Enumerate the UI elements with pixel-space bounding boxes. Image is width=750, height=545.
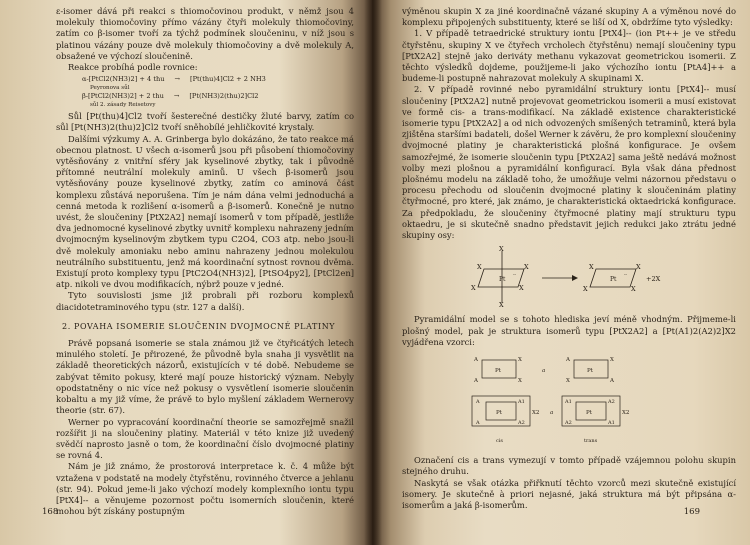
right-page	[372, 0, 750, 545]
x2-label: X2	[532, 410, 540, 417]
right-page-text	[402, 6, 736, 511]
result-label: +2X	[646, 275, 661, 284]
equation-right: [Pt(NH3)2(thu)2]Cl2	[189, 92, 259, 101]
x-label: X	[583, 285, 588, 294]
paragraph: 1. V případě tetraedrické struktury iontu [PtX4]-- (ion Pt++ je ve středu čtyřstěnu, skupiny X ve čtyřech vrcholech čtyřstěnu) nemají sloučeniny typu [PtX2A2] stejně jako deriváty methanu vykazovat geometrickou isomerii. Z těchto výsledků dojdeme, použijeme-li jako výchozího iontu [PtA4]++ a budeme-li postupně nahrazovat molekuly A skupinami X.	[402, 28, 736, 84]
x-label: X	[589, 263, 594, 272]
pt-label: Pt	[495, 368, 501, 375]
a1-label: A1	[565, 399, 572, 406]
paragraph: Nám je již známo, že prostorová interpretace k. č. 4 může být vztažena v podstatě na modely čtyřstěnu, rovinného čtverce a jehlanu (str. 94). Pokud jeme-li jako výchozí modely komplexního iontu typu [PtX4]-- a věnujeme pozornost počtu isomerních sloučenin, které mohou být získány postupným	[56, 461, 354, 517]
x2-label: X2	[622, 410, 630, 417]
a-label: A	[566, 357, 570, 364]
x-label: X	[636, 263, 641, 272]
x-label: X	[518, 378, 522, 385]
cis-label: cis	[496, 438, 503, 445]
paragraph: Právě popsaná isomerie se stala známou již ve čtyřicátých letech minulého století. Je přirozené, že původně byla snaha ji vysvětlit na základě theoretických názorů, existujících v té době. Nebudeme se zabývat těmito pokusy, které mají pouze historický význam. Nebyly opodstatněny o nic více než pokusy o vysvětlení isomerie sloučenin kobaltu a my již víme, že právě to bylo myšlení základem Wernerovy theorie (str. 67).	[56, 338, 354, 416]
a-label: A	[476, 399, 480, 406]
separator-a: a	[550, 410, 554, 417]
page-number: 168	[42, 507, 59, 517]
a1-label: A1	[518, 399, 525, 406]
x-label: X	[610, 357, 614, 364]
equation-arrow: →	[173, 92, 180, 101]
book-gutter	[364, 0, 382, 545]
isomer-formulas	[402, 352, 736, 451]
paragraph: ε-isomer dává při reakci s thiomočovinou produkt, v němž jsou 4 molekuly thiomočoviny přímo vázány čtyři molekuly thiomočoviny, zatím co β-isomer tvoří za týchž podmínek sloučeninu, v níž jsou s platinou vázány pouze dvě molekuly thiomočoviny a dvě molekuly A, obsažené ve výchozí sloučenině.	[56, 6, 354, 61]
paragraph: Dalšími výzkumy A. A. Grinberga bylo dokázáno, že tato reakce má obecnou platnost. U všech α-isomerů jsou při působení thiomočoviny vytěsňovány z vnitřní sféry jak kyselinové zbytky, tak i původně přítomné neutrální molekuly aminů. U všech β-isomerů jsou vytěsňovány pouze kyselinové zbytky, zatím co aminová část komplexu zůstává neporušena. Tím je nám dána velmi jednoduchá a cenná metoda k rozlišení α-isomerů a β-isomerů. Konečně je nutno uvést, že sloučeniny [PtX2A2] nemají isomerů v tom případě, jestliže dva jednomocné kyselinové zbytky uvnitř komplexu nahrazeny jedním dvojmocným kyselinovým zbytkem typu C2O4, CO3 atp. nebo jsou-li dvě molekuly amoniaku nebo aminu nahrazeny jednou molekulou neutrálního substituentu, jenž má koordinační sytnost rovnou dvěma. Existují proto komplexy typu [PtC2O4(NH3)2], [PtSO4py2], [PtCl2en] atp. nikoli ve dvou modifikacích, nýbrž pouze v jedné.	[56, 133, 354, 290]
a2-label: A2	[518, 420, 525, 427]
page-number: 169	[683, 507, 700, 517]
a1-label: A1	[608, 420, 615, 427]
reduction-scheme	[402, 245, 736, 310]
pt-label: Pt	[587, 368, 593, 375]
a-label: A	[476, 420, 480, 427]
x-label: X	[518, 357, 522, 364]
pt-label: Pt	[499, 276, 506, 284]
separator-a: a	[542, 368, 546, 375]
x-label: X	[566, 378, 570, 385]
paragraph: 2. V případě rovinné nebo pyramidální struktury iontu [PtX4]-- musí sloučeniny [PtX2A2] nutně projevovat geometrickou isomerii a musí existovat ve formě cis- a trans-modifikací. Na základě existence charakteristické isomerie typu [PtX2A2] a od nich odvozených smíšených tetraminů, která byla zjištěna staršími badateli, došel Werner k závěru, že pro komplexní sloučeniny dvojmocné platiny je charakteristická plošná konfigurace. Je ovšem samozřejmé, že isomerie sloučenin typu [PtX2A2] sama ještě nedává možnost volby mezi plošnou a pyramidální konfigurací. Byla však dána přednost plošnému modelu na základě toho, že umožňuje velmi názornou představu o procesu přechodu od sloučenin dvojmocné platiny k sloučeninám platiny čtyřmocné, pro které, jak známo, je charakteristická oktaedrická konfigurace. Za předpokladu, že sloučeniny čtyřmocné platiny mají strukturu typu oktaedru, je si skutečně snadno představit jejich redukci jako ztrátu jedné skupiny osy:	[402, 84, 736, 241]
paragraph: Reakce probíhá podle rovnice:	[68, 62, 198, 73]
a2-label: A2	[565, 420, 572, 427]
x-label: X	[519, 284, 524, 293]
a2-label: A2	[608, 399, 615, 406]
pt-label: Pt	[586, 410, 592, 417]
equation-arrow: →	[174, 75, 180, 84]
x-label: X	[471, 284, 476, 293]
reaction-equation	[82, 75, 354, 109]
a-label: A	[474, 378, 478, 385]
charge-label: --	[624, 273, 628, 279]
equation-right: [Pt(thu)4]Cl2 + 2 NH3	[190, 75, 266, 84]
paragraph: Tyto souvislosti jsme již probrali při rozboru komplexů diacidotetraminového typu (str. 127 a další).	[56, 290, 354, 312]
left-page-text	[56, 6, 354, 517]
paragraph: Označení cis a trans vymezují v tomto případě vzájemnou polohu skupin stejného druhu.	[402, 455, 736, 477]
a-label: A	[610, 378, 614, 385]
octahedron-reduction-diagram	[402, 245, 722, 307]
equation-left: α-[PtCl2(NH3)2] + 4 thu	[82, 75, 165, 84]
paragraph: výměnou skupin X za jiné koordinačně vázané skupiny A a výměnou nové do komplexu připojených substituenty, které se liší od X, obdržíme tyto výsledky:	[402, 6, 736, 28]
a-label: A	[474, 357, 478, 364]
equation-caption: Peyronova sůl	[90, 84, 130, 91]
paragraph: Naskytá se však otázka přiřknutí těchto vzorců mezi skutečně existující isomery. Je skutečně à priori nejasné, jaká struktura má být připsána α-isomerům a jaká β-isomerům.	[402, 477, 736, 511]
equation-left: β-[PtCl2(NH3)2] + 2 thu	[82, 92, 164, 101]
charge-label: --	[513, 273, 517, 279]
section-heading: 2. POVAHA ISOMERIE SLOUČENIN DVOJMOCNÉ PLATINY	[62, 321, 336, 331]
x-label: X	[477, 263, 482, 272]
x-label: X	[499, 245, 504, 254]
left-page	[0, 0, 372, 545]
x-label: X	[631, 285, 636, 294]
pt-label: Pt	[610, 276, 617, 284]
equation-caption: sůl 2. zásady Reisetovy	[90, 101, 156, 108]
x-label: X	[524, 263, 529, 272]
pt-label: Pt	[496, 410, 502, 417]
x-label: X	[499, 301, 504, 308]
trans-label: trans	[584, 438, 598, 445]
paragraph: Sůl [Pt(thu)4]Cl2 tvoří šesterečné destičky žluté barvy, zatím co sůl [Pt(NH3)2(thu)2]Cl2 tvoří sněhobílé jehličkovité krystaly.	[56, 111, 354, 133]
paragraph: Pyramidální model se s tohoto hlediska jeví méně vhodným. Přijmeme-li plošný model, pak je struktura isomerů typu [PtX2A2] a [Pt(A1)2(A2)2]X2 vyjádřena vzorci:	[402, 314, 736, 347]
paragraph: Werner po vypracování koordinační theorie se samozřejmě snažil rozšířit ji na sloučeniny platiny. Materiál v této knize již uvedený svědčí naprosto jasně o tom, že koordinační číslo dvojmocné platiny se rovná 4.	[56, 416, 354, 461]
isomer-diagram	[402, 352, 722, 448]
